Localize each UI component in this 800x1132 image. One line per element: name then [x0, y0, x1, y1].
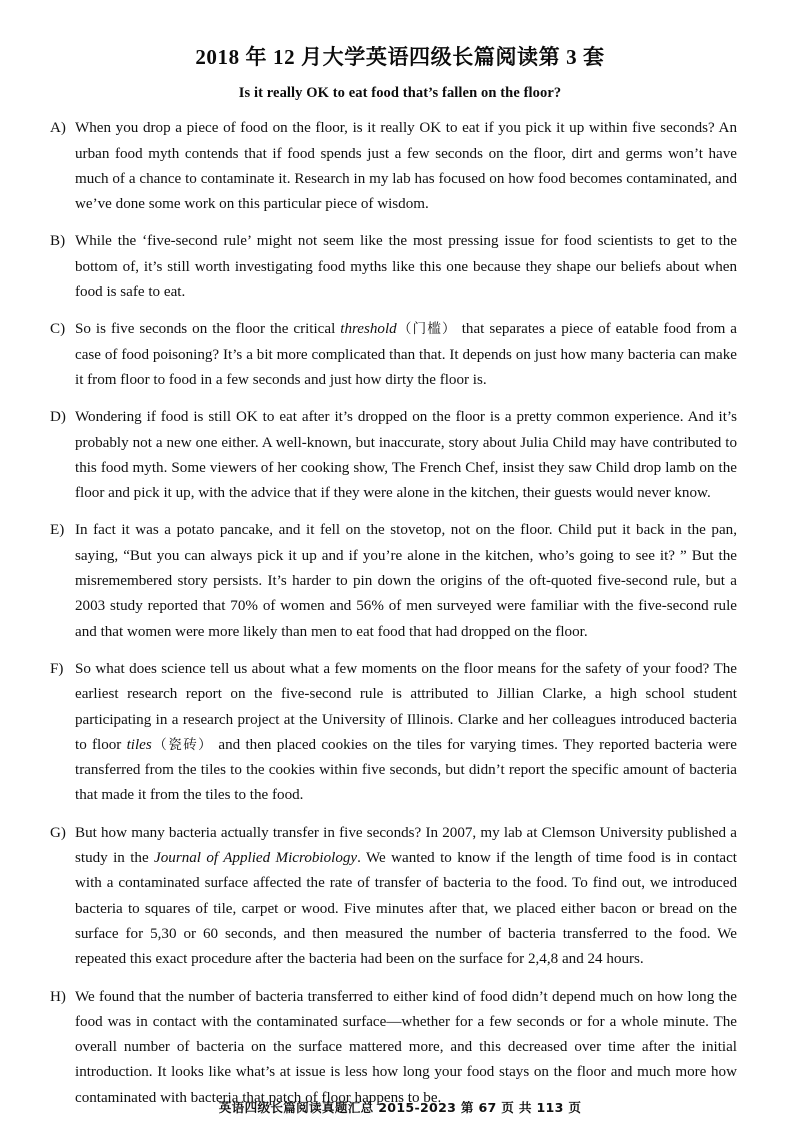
paragraph-text-post: that separates a piece of eatable food from a case of food poisoning? It’s a bit more complicated than that. It depends on just how many bacteria can make it from floor to food in a few seconds and just how dirty the floor is.: [75, 321, 737, 388]
paragraph-label: D): [50, 409, 66, 426]
paragraph-h: [50, 985, 737, 1111]
paragraph-a: [50, 116, 737, 217]
passage-body: [0, 106, 800, 1111]
paragraph-label: G): [50, 824, 66, 841]
paragraph-f: [50, 657, 737, 809]
italic-term: tiles: [126, 736, 152, 753]
paragraph-label: H): [50, 988, 66, 1005]
italic-journal-title: Journal of Applied Microbiology: [154, 850, 358, 867]
paragraph-text: Wondering if food is still OK to eat after it’s dropped on the floor is a pretty common experience. And it’s probably not a new one either. A well-known, but inaccurate, story about Julia Child may have contributed to this food myth. Some viewers of her cooking show, The French Chef, insist they saw Child drop lamb on the floor and pick it up, with the advice that if they were alone in the kitchen, their guests would never know.: [75, 409, 737, 502]
paragraph-label: F): [50, 660, 64, 677]
paragraph-d: [50, 405, 737, 506]
paragraph-text: While the ‘five-second rule’ might not seem like the most pressing issue for food scientists to get to the bottom of, it’s still worth investigating food myths like this one because they shape our beliefs about when food is safe to eat.: [75, 233, 737, 301]
page-title: 2018 年 12 月大学英语四级长篇阅读第 3 套: [195, 45, 605, 69]
paragraph-text-pre: But how many bacteria actually transfer in five seconds? In 2007, my lab at Clemson University published a study in the: [75, 824, 737, 867]
paragraph-e: [50, 518, 737, 644]
paragraph-text-post: and then placed cookies on the tiles for varying times. They reported bacteria were transferred from the tiles to the cookies within five seconds, but didn’t report the specific amount of bacteria that made it from the tiles to the food.: [75, 736, 737, 804]
paragraph-text: [75, 821, 737, 973]
paragraph-text: When you drop a piece of food on the floor, is it really OK to eat if you pick it up within five seconds? An urban food myth contends that if food spends just a few seconds on the floor, dirt and germs won’t have much of a chance to contaminate it. Research in my lab has focused on how food becomes contaminated, and we’ve done some work on this particular piece of wisdom.: [75, 120, 737, 213]
page-subtitle: Is it really OK to eat food that’s fallen on the floor?: [238, 85, 562, 102]
paragraph-label: C): [50, 321, 66, 338]
page-footer: 英语四级长篇阅读真题汇总 2015-2023 第 67 页 共 113 页: [218, 1100, 582, 1115]
chinese-gloss: （瓷砖）: [151, 736, 214, 753]
paragraph-text-pre: So is five seconds on the floor the critical: [75, 321, 341, 338]
paragraph-label: A): [50, 120, 66, 137]
paragraph-text-pre: So what does science tell us about what a few moments on the floor means for the safety of your food? The earliest research report on the five-second rule is attributed to Jillian Clarke, a high school student participating in a research project at the University of Illinois. Clarke and her colleagues introduced bacteria to floor: [75, 660, 737, 753]
paragraph-c: [50, 317, 737, 393]
chinese-gloss: （门槛）: [396, 321, 457, 338]
paragraph-text-post: . We wanted to know if the length of time food is in contact with a contaminated surface affected the rate of transfer of bacteria to the food. To find out, we introduced bacteria to squares of tile, carpet or wood. Five minutes after that, we placed either bacon or bread on the surface for 5,30 or 60 seconds, and then measured the number of bacteria transferred to the food. We repeated this exact procedure after the bacteria had been on the surface for 2,4,8 and 24 hours.: [75, 850, 737, 968]
paragraph-text: [75, 657, 737, 809]
paragraph-g: [50, 821, 737, 973]
paragraph-text: In fact it was a potato pancake, and it fell on the stovetop, not on the floor. Child put it back in the pan, saying, “But you can always pick it up and if you’re alone in the kitchen, who’s going to see it? ” But the misremembered story persists. It’s harder to pin down the origins of the oft-quoted five-second rule, but a 2003 study reported that 70% of women and 56% of men surveyed were familiar with the five-second rule and that women were more likely than men to eat food that had dropped on the floor.: [75, 522, 737, 640]
italic-term: threshold: [340, 321, 397, 338]
paragraph-label: B): [50, 233, 66, 250]
paragraph-label: E): [50, 522, 65, 539]
paragraph-text: We found that the number of bacteria transferred to either kind of food didn’t depend much on how long the food was in contact with the contaminated surface—whether for a few seconds or for a whole minute. The overall number of bacteria on the surface mattered more, and this decreased over time after the initial introduction. It looks like what’s at issue is less how long your food stays on the floor and much more how contaminated with bacteria that patch of floor happens to be.: [75, 988, 737, 1106]
paragraph-b: [50, 229, 737, 305]
paragraph-text: [75, 317, 737, 393]
